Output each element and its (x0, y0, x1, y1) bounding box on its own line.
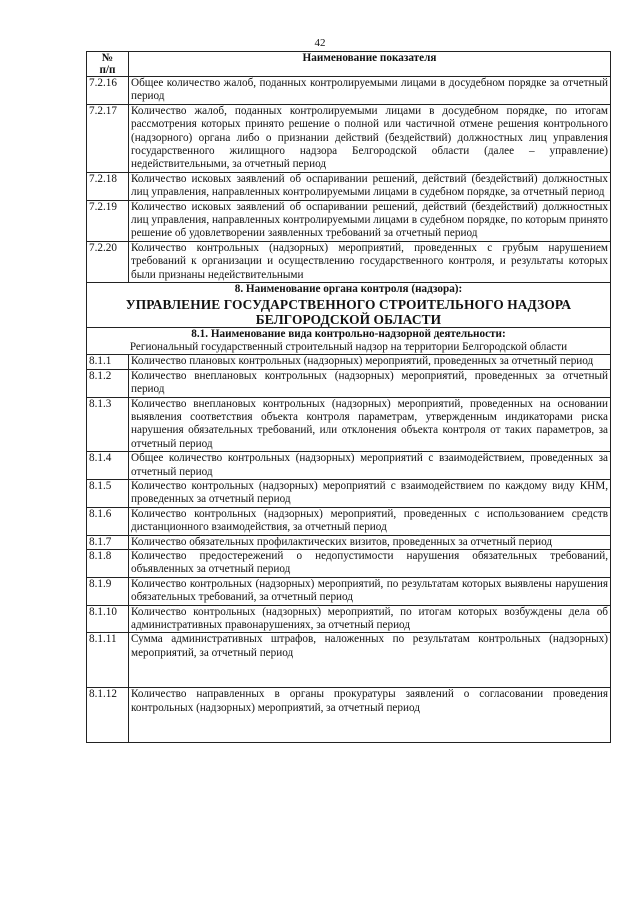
row-number: 8.1.8 (87, 550, 129, 578)
table-row (87, 688, 611, 743)
column-header-number (87, 52, 129, 77)
row-number: 8.1.6 (87, 507, 129, 535)
row-text: Количество жалоб, поданных контролируемыми лицами в досудебном порядке, по итогам рассмотрения которых принято решение о полной или частичной отмене решения контрольного (надзорного) органа либо о признании действий (бездействий) должностных лиц управления государственного жилищного надзора Белгородской области (далее – управление) недействительными, за отчетный период (129, 104, 611, 172)
row-text: Количество плановых контрольных (надзорных) мероприятий, проведенных за отчетный период (129, 355, 611, 369)
indicators-table (86, 51, 611, 743)
row-number: 7.2.16 (87, 77, 129, 105)
row-text: Количество контрольных (надзорных) мероприятий, проведенных с использованием средств дистанционного взаимодействия, за отчетный период (129, 507, 611, 535)
table-row (87, 605, 611, 633)
table-row (87, 452, 611, 480)
section-title: 8. Наименование органа контроля (надзора): (234, 283, 463, 296)
subsection-header (87, 327, 611, 355)
table-row (87, 172, 611, 200)
page-number: 42 (314, 37, 326, 49)
table-row (87, 241, 611, 282)
row-number: 8.1.5 (87, 479, 129, 507)
table-row (87, 355, 611, 369)
section-org-line1: УПРАВЛЕНИЕ ГОСУДАРСТВЕННОГО СТРОИТЕЛЬНОГО НАДЗОРА (125, 296, 572, 312)
column-header-number-line2: п/п (99, 64, 116, 76)
table-row (87, 369, 611, 397)
table-row (87, 535, 611, 549)
row-number: 7.2.17 (87, 104, 129, 172)
table-row (87, 200, 611, 241)
table-header-row (87, 52, 611, 77)
section-header-row (87, 283, 611, 327)
row-number: 8.1.2 (87, 369, 129, 397)
row-text: Количество контрольных (надзорных) мероприятий с взаимодействием по каждому виду КНМ, проведенных за отчетный период (129, 479, 611, 507)
row-text: Количество исковых заявлений об оспаривании решений, действий (бездействий) должностных лиц управления, направленных контролируемыми лицами в судебном порядке, по которым принято решение об удовлетворении заявленных требований за отчетный период (129, 200, 611, 241)
row-text: Количество исковых заявлений об оспаривании решений, действий (бездействий) должностных лиц управления, направленных контролируемыми лицами в судебном порядке, за отчетный период (129, 172, 611, 200)
table-row (87, 633, 611, 688)
section-header (87, 283, 611, 327)
row-text: Количество внеплановых контрольных (надзорных) мероприятий, проведенных за отчетный период (129, 369, 611, 397)
row-number: 8.1.9 (87, 577, 129, 605)
row-number: 7.2.18 (87, 172, 129, 200)
row-text: Количество предостережений о недопустимости нарушения обязательных требований, объявленных за отчетный период (129, 550, 611, 578)
row-text: Количество внеплановых контрольных (надзорных) мероприятий, проведенных на основании выявления соответствия объекта контроля параметрам, утвержденным индикаторами риска нарушения обязательных требований, или отклонения объекта контроля от таких параметров, за отчетный период (129, 397, 611, 452)
section-org-line2: БЕЛГОРОДСКОЙ ОБЛАСТИ (255, 311, 442, 327)
subsection-description: Региональный государственный строительный надзор на территории Белгородской области (129, 340, 568, 353)
table-row (87, 77, 611, 105)
subsection-title: 8.1. Наименование вида контрольно-надзорной деятельности: (191, 327, 506, 340)
row-number: 8.1.10 (87, 605, 129, 633)
row-number: 8.1.3 (87, 397, 129, 452)
column-header-name: Наименование показателя (129, 52, 611, 77)
row-text: Сумма административных штрафов, наложенных по результатам контрольных (надзорных) мероприятий, за отчетный период (129, 633, 611, 688)
row-number: 8.1.12 (87, 688, 129, 743)
subsection-header-row (87, 327, 611, 355)
table-row (87, 550, 611, 578)
row-number: 8.1.4 (87, 452, 129, 480)
row-text: Общее количество жалоб, поданных контролируемыми лицами в досудебном порядке за отчетный период (129, 77, 611, 105)
table-row (87, 104, 611, 172)
row-text: Количество контрольных (надзорных) мероприятий, по итогам которых возбуждены дела об административных правонарушениях, за отчетный период (129, 605, 611, 633)
table-row (87, 507, 611, 535)
table-row (87, 397, 611, 452)
row-number: 7.2.20 (87, 241, 129, 282)
row-number: 8.1.1 (87, 355, 129, 369)
table-row (87, 479, 611, 507)
row-text: Количество контрольных (надзорных) мероприятий, проведенных с грубым нарушением требований к организации и осуществлению государственного контроля, и результаты которых были признаны недействительными (129, 241, 611, 282)
row-number: 8.1.7 (87, 535, 129, 549)
row-number: 7.2.19 (87, 200, 129, 241)
row-text: Общее количество контрольных (надзорных) мероприятий с взаимодействием, проведенных за отчетный период (129, 452, 611, 480)
column-header-number-line1: № (101, 52, 114, 64)
row-text: Количество обязательных профилактических визитов, проведенных за отчетный период (129, 535, 611, 549)
row-text: Количество направленных в органы прокуратуры заявлений о согласовании проведения контрольных (надзорных) мероприятий, за отчетный период (129, 688, 611, 743)
row-text: Количество контрольных (надзорных) мероприятий, по результатам которых выявлены нарушения обязательных требований, за отчетный период (129, 577, 611, 605)
table-row (87, 577, 611, 605)
row-number: 8.1.11 (87, 633, 129, 688)
